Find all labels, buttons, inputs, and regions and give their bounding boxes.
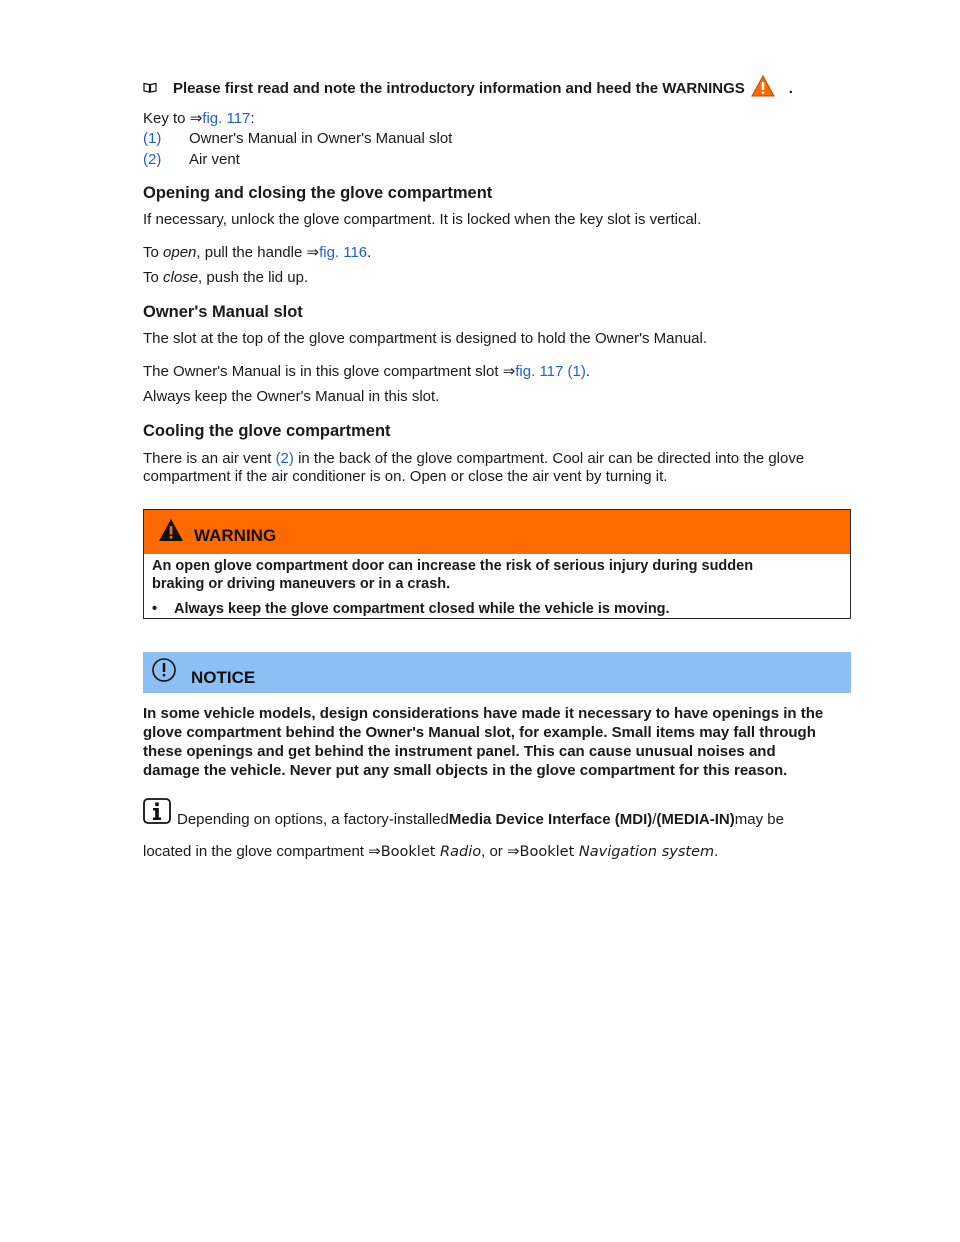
info-line: Depending on options, a factory-installed Media Device Interface (MDI) / (MEDIA-IN) may be [143, 798, 784, 828]
section-heading: Owner's Manual slot [143, 303, 303, 321]
warning-triangle-icon [158, 518, 184, 547]
notice-exclamation-icon [151, 657, 177, 688]
key-line [143, 109, 255, 128]
notice-header [143, 652, 851, 693]
info-line: located in the glove compartment ⇒Booklet Radio, or ⇒Booklet Navigation system. [143, 843, 719, 860]
paragraph: There is an air vent (2) in the back of the glove compartment. Cool air can be directed into the glove [143, 450, 805, 467]
warning-text: An open glove compartment door can increase the risk of serious injury during sudden [152, 558, 754, 574]
mdi-term: Media Device Interface (MDI) [448, 811, 653, 828]
warning-text: braking or driving maneuvers or in a crash. [152, 576, 451, 592]
info-note [143, 798, 784, 860]
warning-header [144, 510, 850, 554]
notice-title: NOTICE [191, 667, 256, 687]
arrow-icon: ⇒ [189, 110, 203, 127]
paragraph: To close, push the lid up. [143, 269, 309, 286]
key-item-number[interactable]: (1) [143, 130, 162, 147]
key-prefix: Key to [143, 110, 190, 127]
paragraph: The slot at the top of the glove compartment is designed to hold the Owner's Manual. [143, 330, 708, 347]
notice-text: In some vehicle models, design considerations have made it necessary to have openings in the [143, 705, 824, 722]
paragraph: If necessary, unlock the glove compartment. It is locked when the key slot is vertical. [143, 211, 702, 228]
key-item [143, 150, 240, 169]
key-item-number[interactable]: (2) [143, 151, 162, 168]
key-item-label: Owner's Manual in Owner's Manual slot [189, 130, 453, 147]
fig-117-1-link[interactable]: fig. 117 (1) [515, 363, 586, 380]
key-2-link[interactable]: (2) [275, 450, 294, 467]
booklet-navigation-ref[interactable]: Booklet Navigation system [519, 844, 715, 860]
fig-117-link[interactable]: fig. 117 [202, 110, 251, 127]
warning-box [143, 509, 851, 619]
key-item-label: Air vent [189, 151, 240, 168]
warning-body [144, 554, 850, 618]
intro-text: Please first read and note the introductory information and heed the WARNINGS [173, 79, 745, 97]
intro-line [143, 75, 793, 101]
notice-text: glove compartment behind the Owner's Manual slot, for example. Small items may fall through [143, 724, 816, 741]
notice-body [143, 704, 858, 780]
key-suffix: : [250, 110, 255, 127]
book-icon [143, 80, 157, 97]
warning-triangle-icon [751, 75, 775, 101]
fig-116-link[interactable]: fig. 116 [319, 244, 368, 261]
paragraph: compartment if the air conditioner is on. Open or close the air vent by turning it. [143, 468, 668, 485]
notice-text: damage the vehicle. Never put any small objects in the glove compartment for this reason. [143, 762, 788, 779]
notice-text: these openings and get behind the instrument panel. This can cause unusual noises and [143, 743, 776, 760]
section-heading: Cooling the glove compartment [143, 422, 391, 440]
arrow-icon: ⇒ [506, 843, 520, 860]
paragraph: To open, pull the handle ⇒fig. 116. [143, 244, 372, 261]
arrow-icon: ⇒ [368, 843, 381, 860]
paragraph: The Owner's Manual is in this glove compartment slot ⇒fig. 117 (1). [143, 363, 591, 380]
warning-bullet-text: Always keep the glove compartment closed while the vehicle is moving. [174, 601, 670, 617]
media-in-term: (MEDIA-IN) [656, 811, 735, 828]
arrow-icon: ⇒ [502, 363, 516, 380]
key-item [143, 129, 452, 148]
bullet-icon: • [152, 601, 158, 617]
section-heading: Opening and closing the glove compartment [143, 184, 493, 202]
paragraph: Always keep the Owner's Manual in this slot. [143, 388, 440, 405]
intro-period: . [788, 79, 793, 97]
arrow-icon: ⇒ [306, 244, 320, 261]
warning-bullet [152, 600, 842, 618]
booklet-radio-ref[interactable]: Booklet Radio [380, 844, 482, 860]
info-icon [143, 798, 171, 828]
warning-title: WARNING [194, 526, 277, 545]
